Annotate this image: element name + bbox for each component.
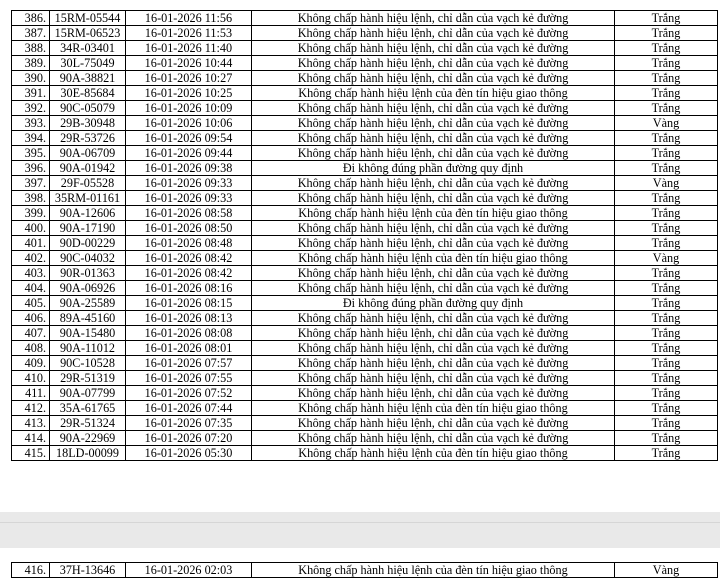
license-plate: 90A-11012	[50, 341, 126, 356]
violation-time: 16-01-2026 07:35	[126, 416, 252, 431]
table-row	[12, 221, 718, 236]
violation-description: Không chấp hành hiệu lệnh, chỉ dẫn của vạch kẻ đường	[252, 71, 615, 86]
plate-color: Trắng	[615, 41, 718, 56]
license-plate: 90A-06926	[50, 281, 126, 296]
row-number: 408.	[12, 341, 50, 356]
license-plate: 90A-17190	[50, 221, 126, 236]
violation-description: Không chấp hành hiệu lệnh, chỉ dẫn của vạch kẻ đường	[252, 101, 615, 116]
table-row	[12, 416, 718, 431]
table-row	[12, 26, 718, 41]
violation-time: 16-01-2026 07:52	[126, 386, 252, 401]
plate-color: Trắng	[615, 431, 718, 446]
violation-time: 16-01-2026 11:40	[126, 41, 252, 56]
row-number: 416.	[12, 563, 50, 578]
license-plate: 90R-01363	[50, 266, 126, 281]
table-row	[12, 101, 718, 116]
license-plate: 30L-75049	[50, 56, 126, 71]
violations-table-bottom-body	[12, 563, 718, 578]
plate-color: Vàng	[615, 116, 718, 131]
violation-time: 16-01-2026 08:16	[126, 281, 252, 296]
license-plate: 90C-04032	[50, 251, 126, 266]
plate-color: Vàng	[615, 176, 718, 191]
table-row	[12, 191, 718, 206]
violation-time: 16-01-2026 07:57	[126, 356, 252, 371]
table-row	[12, 41, 718, 56]
plate-color: Trắng	[615, 86, 718, 101]
license-plate: 29R-53726	[50, 131, 126, 146]
violation-description: Không chấp hành hiệu lệnh, chỉ dẫn của vạch kẻ đường	[252, 41, 615, 56]
row-number: 401.	[12, 236, 50, 251]
plate-color: Trắng	[615, 416, 718, 431]
violation-time: 16-01-2026 11:53	[126, 26, 252, 41]
row-number: 413.	[12, 416, 50, 431]
table-row	[12, 281, 718, 296]
row-number: 415.	[12, 446, 50, 461]
table-row	[12, 56, 718, 71]
violation-description: Không chấp hành hiệu lệnh, chỉ dẫn của vạch kẻ đường	[252, 371, 615, 386]
license-plate: 90A-15480	[50, 326, 126, 341]
license-plate: 15RM-06523	[50, 26, 126, 41]
violation-time: 16-01-2026 08:15	[126, 296, 252, 311]
row-number: 395.	[12, 146, 50, 161]
plate-color: Trắng	[615, 161, 718, 176]
table-row	[12, 131, 718, 146]
violation-time: 16-01-2026 08:42	[126, 251, 252, 266]
license-plate: 29F-05528	[50, 176, 126, 191]
license-plate: 34R-03401	[50, 41, 126, 56]
license-plate: 90D-00229	[50, 236, 126, 251]
violation-description: Không chấp hành hiệu lệnh, chỉ dẫn của vạch kẻ đường	[252, 56, 615, 71]
table-row	[12, 176, 718, 191]
violation-time: 16-01-2026 09:44	[126, 146, 252, 161]
violation-time: 16-01-2026 07:55	[126, 371, 252, 386]
row-number: 393.	[12, 116, 50, 131]
row-number: 391.	[12, 86, 50, 101]
violation-time: 16-01-2026 07:44	[126, 401, 252, 416]
license-plate: 90C-05079	[50, 101, 126, 116]
row-number: 399.	[12, 206, 50, 221]
plate-color: Trắng	[615, 341, 718, 356]
violation-description: Không chấp hành hiệu lệnh, chỉ dẫn của vạch kẻ đường	[252, 431, 615, 446]
violation-time: 16-01-2026 07:20	[126, 431, 252, 446]
table-row	[12, 11, 718, 26]
plate-color: Vàng	[615, 563, 718, 578]
violation-time: 16-01-2026 09:38	[126, 161, 252, 176]
violations-table-bottom	[11, 562, 718, 578]
table-row	[12, 386, 718, 401]
violation-description: Không chấp hành hiệu lệnh, chỉ dẫn của vạch kẻ đường	[252, 356, 615, 371]
violation-time: 16-01-2026 08:13	[126, 311, 252, 326]
license-plate: 90A-38821	[50, 71, 126, 86]
violation-time: 16-01-2026 05:30	[126, 446, 252, 461]
violation-description: Không chấp hành hiệu lệnh của đèn tín hiệu giao thông	[252, 401, 615, 416]
plate-color: Trắng	[615, 281, 718, 296]
row-number: 411.	[12, 386, 50, 401]
violation-description: Không chấp hành hiệu lệnh, chỉ dẫn của vạch kẻ đường	[252, 266, 615, 281]
table-row	[12, 71, 718, 86]
plate-color: Trắng	[615, 296, 718, 311]
plate-color: Trắng	[615, 236, 718, 251]
row-number: 390.	[12, 71, 50, 86]
row-number: 389.	[12, 56, 50, 71]
violation-description: Không chấp hành hiệu lệnh của đèn tín hiệu giao thông	[252, 206, 615, 221]
violation-description: Không chấp hành hiệu lệnh của đèn tín hiệu giao thông	[252, 446, 615, 461]
violations-table-top	[11, 10, 718, 461]
license-plate: 90A-12606	[50, 206, 126, 221]
row-number: 412.	[12, 401, 50, 416]
table-row	[12, 116, 718, 131]
table-row	[12, 341, 718, 356]
table-row	[12, 266, 718, 281]
row-number: 414.	[12, 431, 50, 446]
table-row	[12, 161, 718, 176]
violation-time: 16-01-2026 08:42	[126, 266, 252, 281]
license-plate: 90A-25589	[50, 296, 126, 311]
violation-time: 16-01-2026 10:25	[126, 86, 252, 101]
plate-color: Trắng	[615, 101, 718, 116]
row-number: 406.	[12, 311, 50, 326]
violation-description: Không chấp hành hiệu lệnh, chỉ dẫn của vạch kẻ đường	[252, 176, 615, 191]
row-number: 400.	[12, 221, 50, 236]
plate-color: Trắng	[615, 71, 718, 86]
table-row	[12, 146, 718, 161]
plate-color: Trắng	[615, 356, 718, 371]
violation-description: Không chấp hành hiệu lệnh, chỉ dẫn của vạch kẻ đường	[252, 236, 615, 251]
row-number: 397.	[12, 176, 50, 191]
table-row	[12, 311, 718, 326]
violation-description: Không chấp hành hiệu lệnh, chỉ dẫn của vạch kẻ đường	[252, 311, 615, 326]
table-row	[12, 563, 718, 578]
plate-color: Trắng	[615, 191, 718, 206]
row-number: 407.	[12, 326, 50, 341]
license-plate: 30E-85684	[50, 86, 126, 101]
violation-time: 16-01-2026 08:01	[126, 341, 252, 356]
row-number: 409.	[12, 356, 50, 371]
violation-description: Đi không đúng phần đường quy định	[252, 161, 615, 176]
plate-color: Trắng	[615, 266, 718, 281]
plate-color: Trắng	[615, 401, 718, 416]
row-number: 405.	[12, 296, 50, 311]
violation-description: Không chấp hành hiệu lệnh, chỉ dẫn của vạch kẻ đường	[252, 116, 615, 131]
license-plate: 29R-51324	[50, 416, 126, 431]
violation-time: 16-01-2026 09:33	[126, 176, 252, 191]
license-plate: 15RM-05544	[50, 11, 126, 26]
plate-color: Trắng	[615, 146, 718, 161]
row-number: 398.	[12, 191, 50, 206]
table-row	[12, 206, 718, 221]
table-row	[12, 401, 718, 416]
violation-time: 16-01-2026 08:48	[126, 236, 252, 251]
row-number: 386.	[12, 11, 50, 26]
violation-time: 16-01-2026 09:33	[126, 191, 252, 206]
license-plate: 35A-61765	[50, 401, 126, 416]
table-row	[12, 356, 718, 371]
violation-description: Không chấp hành hiệu lệnh, chỉ dẫn của vạch kẻ đường	[252, 11, 615, 26]
plate-color: Vàng	[615, 251, 718, 266]
license-plate: 89A-45160	[50, 311, 126, 326]
plate-color: Trắng	[615, 386, 718, 401]
violation-time: 16-01-2026 02:03	[126, 563, 252, 578]
license-plate: 90C-10528	[50, 356, 126, 371]
license-plate: 90A-01942	[50, 161, 126, 176]
plate-color: Trắng	[615, 446, 718, 461]
license-plate: 29B-30948	[50, 116, 126, 131]
violation-time: 16-01-2026 09:54	[126, 131, 252, 146]
violation-description: Không chấp hành hiệu lệnh, chỉ dẫn của vạch kẻ đường	[252, 341, 615, 356]
license-plate: 18LD-00099	[50, 446, 126, 461]
violation-description: Không chấp hành hiệu lệnh, chỉ dẫn của vạch kẻ đường	[252, 281, 615, 296]
table-row	[12, 251, 718, 266]
row-number: 404.	[12, 281, 50, 296]
violation-time: 16-01-2026 08:50	[126, 221, 252, 236]
row-number: 403.	[12, 266, 50, 281]
violation-description: Không chấp hành hiệu lệnh, chỉ dẫn của vạch kẻ đường	[252, 386, 615, 401]
row-number: 387.	[12, 26, 50, 41]
plate-color: Trắng	[615, 131, 718, 146]
violation-time: 16-01-2026 10:44	[126, 56, 252, 71]
row-number: 402.	[12, 251, 50, 266]
table-row	[12, 296, 718, 311]
license-plate: 29R-51319	[50, 371, 126, 386]
plate-color: Trắng	[615, 56, 718, 71]
row-number: 392.	[12, 101, 50, 116]
plate-color: Trắng	[615, 206, 718, 221]
violation-description: Không chấp hành hiệu lệnh, chỉ dẫn của vạch kẻ đường	[252, 26, 615, 41]
license-plate: 90A-22969	[50, 431, 126, 446]
violation-description: Không chấp hành hiệu lệnh, chỉ dẫn của vạch kẻ đường	[252, 326, 615, 341]
table-row	[12, 326, 718, 341]
violation-description: Đi không đúng phần đường quy định	[252, 296, 615, 311]
plate-color: Trắng	[615, 311, 718, 326]
row-number: 410.	[12, 371, 50, 386]
table-row	[12, 446, 718, 461]
license-plate: 90A-06709	[50, 146, 126, 161]
license-plate: 35RM-01161	[50, 191, 126, 206]
violation-time: 16-01-2026 08:58	[126, 206, 252, 221]
plate-color: Trắng	[615, 26, 718, 41]
violation-time: 16-01-2026 11:56	[126, 11, 252, 26]
table-row	[12, 86, 718, 101]
violation-time: 16-01-2026 10:06	[126, 116, 252, 131]
table-row	[12, 236, 718, 251]
violation-description: Không chấp hành hiệu lệnh của đèn tín hiệu giao thông	[252, 251, 615, 266]
violation-description: Không chấp hành hiệu lệnh của đèn tín hiệu giao thông	[252, 86, 615, 101]
table-row	[12, 371, 718, 386]
plate-color: Trắng	[615, 371, 718, 386]
plate-color: Trắng	[615, 221, 718, 236]
violation-description: Không chấp hành hiệu lệnh, chỉ dẫn của vạch kẻ đường	[252, 191, 615, 206]
row-number: 388.	[12, 41, 50, 56]
violation-description: Không chấp hành hiệu lệnh, chỉ dẫn của vạch kẻ đường	[252, 131, 615, 146]
license-plate: 37H-13646	[50, 563, 126, 578]
row-number: 394.	[12, 131, 50, 146]
violations-table-top-body	[12, 11, 718, 461]
violation-description: Không chấp hành hiệu lệnh, chỉ dẫn của vạch kẻ đường	[252, 146, 615, 161]
row-number: 396.	[12, 161, 50, 176]
license-plate: 90A-07799	[50, 386, 126, 401]
violation-description: Không chấp hành hiệu lệnh, chỉ dẫn của vạch kẻ đường	[252, 416, 615, 431]
plate-color: Trắng	[615, 326, 718, 341]
plate-color: Trắng	[615, 11, 718, 26]
violation-time: 16-01-2026 10:27	[126, 71, 252, 86]
violation-description: Không chấp hành hiệu lệnh, chỉ dẫn của vạch kẻ đường	[252, 221, 615, 236]
table-row	[12, 431, 718, 446]
violation-time: 16-01-2026 08:08	[126, 326, 252, 341]
violation-description: Không chấp hành hiệu lệnh của đèn tín hiệu giao thông	[252, 563, 615, 578]
violation-time: 16-01-2026 10:09	[126, 101, 252, 116]
